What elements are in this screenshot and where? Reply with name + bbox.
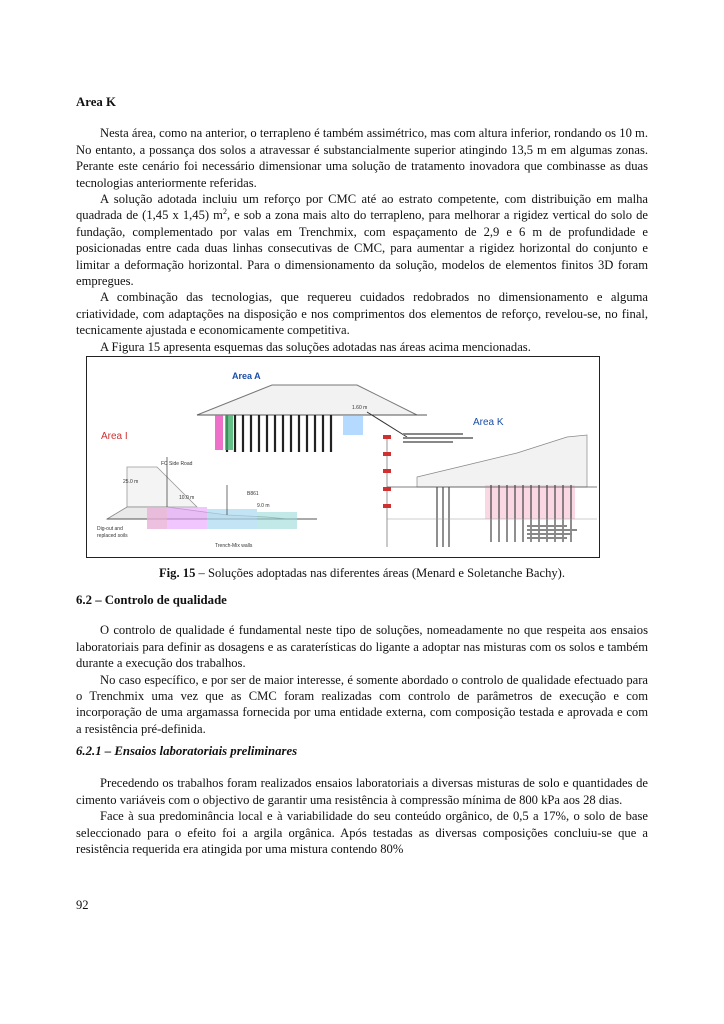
section-6-2: [76, 592, 648, 737]
fc-side-road-label: FC Side Road: [161, 461, 193, 467]
dim-label: 10.0 m: [179, 495, 195, 501]
area-a-label: Area A: [232, 371, 261, 381]
section-title-6-2: 6.2 – Controlo de qualidade: [76, 593, 227, 607]
superscript: 2: [222, 207, 227, 217]
section-6-2-1: [76, 743, 648, 857]
dim-label: 9.0 m: [257, 503, 270, 509]
area-k-label: Area K: [473, 417, 504, 428]
dim-label: 25.0 m: [123, 479, 139, 485]
dig-out-label: Dig-out and: [97, 526, 123, 532]
figure-caption: [76, 566, 648, 581]
area-i-label: Area I: [101, 431, 128, 442]
section-title-6-2-1: 6.2.1 – Ensaios laboratoriais preliminares: [76, 744, 298, 758]
dim-label: 1.60 m: [352, 405, 368, 411]
paragraph: A Figura 15 apresenta esquemas das soluções adotadas nas áreas acima mencionadas.: [100, 339, 531, 354]
section-area-k: [76, 94, 648, 355]
caption-label: Fig. 15: [158, 566, 196, 580]
paragraph: No caso específico, e por ser de maior interesse, é somente abordado o controlo de qualidade efectuado para o Trenchmix uma vez que as CMC foram realizadas com controlo de parâmetros de execução e com incorporação de uma argamassa fornecida por uma entidade externa, com composição testada e aprovada e com a resistência pré-definida.: [76, 672, 648, 736]
dig-out-label: replaced soils: [97, 533, 128, 539]
paragraph-part: , e sob a zona mais alto do terrapleno, para melhorar a rigidez vertical do solo de fundação, complementado por valas em Trenchmix, com espaçamento de 2,9 e 6 m de profundidade e posicionadas entre cada duas linhas consecutivas de CMC, para aumentar a rigidez horizontal do conjunto e limitar a deformação horizontal. Para o dimensionamento da solução, modelos de elementos finitos 3D foram empregues.: [76, 208, 648, 289]
paragraph: Face à sua predominância local e à variabilidade do seu conteúdo orgânico, de 0,5 a 17%, o solo de base seleccionado para o efeito foi a argila orgânica. Após testadas as diversas composições concluiu-se que a resistência requerida era atingida por uma mistura contendo 80%: [76, 809, 648, 857]
trench-walls-label: Trench-Mix walls: [215, 543, 253, 549]
b861-label: B861: [247, 491, 259, 497]
paragraph: O controlo de qualidade é fundamental neste tipo de soluções, nomeadamente no que respeita aos ensaios laboratoriais para definir as dosagens e as caraterísticas do ligante a adoptar nas misturas com os solos e também durante a execução dos trabalhos.: [76, 623, 648, 671]
paragraph: [76, 191, 648, 289]
figure-15: [86, 356, 600, 558]
paragraph: A combinação das tecnologias, que requereu cuidados redobrados no dimensionamento e alguma criatividade, com adaptações na disposição e nos comprimentos dos elementos de reforço, revelou-se, no final, tecnicamente ajustada e economicamente competitiva.: [76, 290, 648, 338]
paragraph: Precedendo os trabalhos foram realizados ensaios laboratoriais a diversas misturas de solo e quantidades de cimento variáveis com o objectivo de garantir uma resistência à compressão mínima de 800 kPa aos 28 dias.: [76, 776, 648, 807]
page-number: 92: [76, 898, 89, 912]
figure-drawing: [87, 357, 599, 557]
paragraph: Nesta área, como na anterior, o terrapleno é também assimétrico, mas com altura inferior, rondando os 10 m. No entanto, a possança dos solos a atravessar é substancialmente superior atingindo 13,5 m em algumas zonas. Perante este cenário foi necessário dimensionar uma solução de tratamento inovadora que combinasse as duas tecnologias anteriormente referidas.: [76, 126, 648, 190]
section-title-area-k: Area K: [76, 95, 116, 109]
caption-text: – Soluções adoptadas nas diferentes áreas (Menard e Soletanche Bachy).: [195, 566, 566, 580]
paragraph-part: A solução adotada incluiu um reforço por CMC até ao estrato competente, com distribuição em malha quadrada de (1,45 x 1,45) m: [76, 192, 648, 223]
